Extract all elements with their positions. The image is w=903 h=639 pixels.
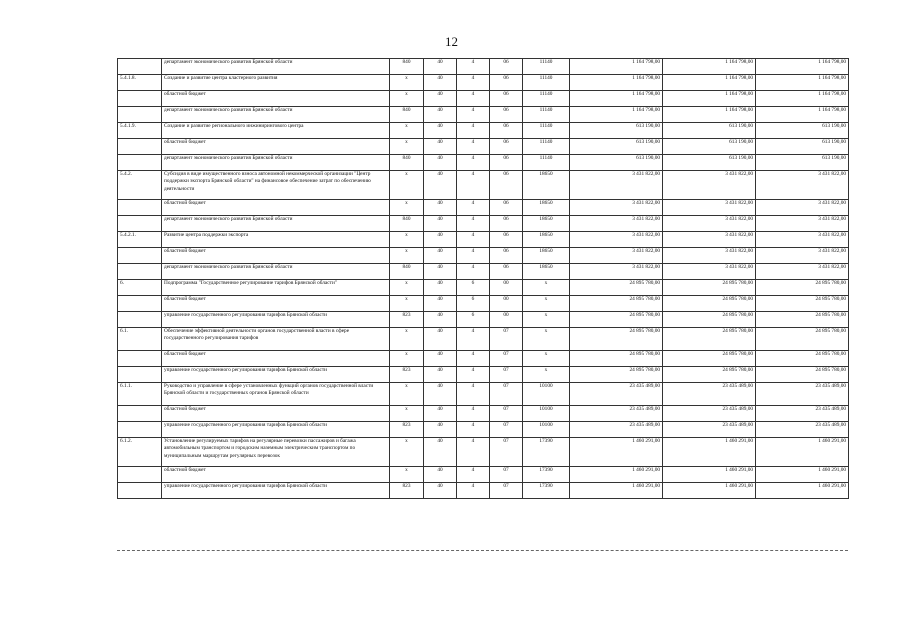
row-amount-1: 24 895 780,00 [570, 280, 663, 296]
row-amount-2: 3 431 822,00 [663, 248, 756, 264]
row-col-2: 40 [424, 216, 457, 232]
row-code [118, 296, 162, 312]
row-col-5: х [523, 312, 570, 328]
row-col-3: 4 [457, 75, 490, 91]
table-row [118, 248, 849, 264]
row-col-3: 6 [457, 312, 490, 328]
row-amount-2: 3 431 822,00 [663, 264, 756, 280]
row-amount-3: 3 431 822,00 [756, 264, 849, 280]
row-amount-3: 3 431 822,00 [756, 248, 849, 264]
row-name: областной бюджет [162, 139, 390, 155]
row-col-1: х [390, 248, 424, 264]
row-col-3: 4 [457, 139, 490, 155]
row-amount-3: 1 164 798,00 [756, 75, 849, 91]
row-col-2: 40 [424, 200, 457, 216]
row-amount-2: 1 164 798,00 [663, 91, 756, 107]
row-col-4: 06 [490, 123, 523, 139]
row-col-5: 11140 [523, 155, 570, 171]
row-amount-2: 613 190,00 [663, 155, 756, 171]
row-amount-2: 23 435 489,00 [663, 383, 756, 406]
row-amount-3: 613 190,00 [756, 123, 849, 139]
row-amount-3: 613 190,00 [756, 155, 849, 171]
row-code [118, 59, 162, 75]
row-col-5: 18650 [523, 248, 570, 264]
row-col-3: 4 [457, 328, 490, 351]
row-col-2: 40 [424, 171, 457, 200]
row-code: 5.4.1.8. [118, 75, 162, 91]
row-amount-1: 24 895 780,00 [570, 328, 663, 351]
row-col-3: 4 [457, 91, 490, 107]
row-amount-1: 613 190,00 [570, 123, 663, 139]
row-col-4: 00 [490, 296, 523, 312]
row-amount-2: 24 895 780,00 [663, 296, 756, 312]
row-col-4: 06 [490, 171, 523, 200]
row-col-4: 06 [490, 139, 523, 155]
row-name: департамент экономического развития Брянской области [162, 155, 390, 171]
page-bottom-rule [117, 550, 848, 551]
row-name: областной бюджет [162, 296, 390, 312]
row-col-2: 40 [424, 59, 457, 75]
table-row [118, 312, 849, 328]
row-col-2: 40 [424, 312, 457, 328]
row-col-3: 4 [457, 351, 490, 367]
row-col-1: 823 [390, 367, 424, 383]
row-col-2: 40 [424, 123, 457, 139]
table-row [118, 216, 849, 232]
row-col-1: х [390, 171, 424, 200]
row-col-3: 6 [457, 280, 490, 296]
row-amount-3: 613 190,00 [756, 139, 849, 155]
row-col-1: 840 [390, 155, 424, 171]
row-amount-1: 1 164 798,00 [570, 91, 663, 107]
row-code [118, 467, 162, 483]
table-row [118, 107, 849, 123]
table-row [118, 171, 849, 200]
row-amount-3: 1 164 798,00 [756, 91, 849, 107]
row-col-2: 40 [424, 155, 457, 171]
row-col-4: 06 [490, 248, 523, 264]
row-col-3: 4 [457, 406, 490, 422]
row-col-2: 40 [424, 483, 457, 499]
row-code [118, 91, 162, 107]
row-col-3: 4 [457, 438, 490, 467]
row-col-1: 840 [390, 107, 424, 123]
row-amount-3: 1 460 291,00 [756, 438, 849, 467]
row-col-3: 4 [457, 422, 490, 438]
row-col-1: 840 [390, 59, 424, 75]
table-row [118, 438, 849, 467]
row-amount-3: 3 431 822,00 [756, 200, 849, 216]
row-name: областной бюджет [162, 467, 390, 483]
row-amount-3: 3 431 822,00 [756, 216, 849, 232]
row-col-5: 10100 [523, 422, 570, 438]
table-row [118, 328, 849, 351]
table-body [118, 59, 849, 499]
row-amount-2: 613 190,00 [663, 139, 756, 155]
row-col-1: х [390, 280, 424, 296]
row-col-3: 4 [457, 200, 490, 216]
row-name: департамент экономического развития Брянской области [162, 264, 390, 280]
row-amount-1: 613 190,00 [570, 155, 663, 171]
row-name: управление государственного регулирования тарифов Брянской области [162, 367, 390, 383]
row-col-1: х [390, 467, 424, 483]
row-col-5: 18650 [523, 171, 570, 200]
row-col-5: 17390 [523, 483, 570, 499]
row-name: департамент экономического развития Брянской области [162, 216, 390, 232]
row-col-5: 11140 [523, 139, 570, 155]
row-col-5: 18650 [523, 216, 570, 232]
row-col-1: х [390, 328, 424, 351]
row-amount-2: 3 431 822,00 [663, 216, 756, 232]
row-col-4: 07 [490, 328, 523, 351]
row-col-5: 10100 [523, 383, 570, 406]
row-col-4: 07 [490, 422, 523, 438]
row-col-5: 18650 [523, 232, 570, 248]
row-amount-1: 24 895 780,00 [570, 351, 663, 367]
row-name: областной бюджет [162, 351, 390, 367]
row-amount-1: 3 431 822,00 [570, 171, 663, 200]
row-col-2: 40 [424, 422, 457, 438]
row-amount-3: 24 895 780,00 [756, 351, 849, 367]
row-col-1: х [390, 438, 424, 467]
row-col-4: 06 [490, 91, 523, 107]
row-amount-1: 1 164 798,00 [570, 107, 663, 123]
row-amount-1: 24 895 780,00 [570, 312, 663, 328]
row-col-4: 07 [490, 438, 523, 467]
row-amount-1: 1 164 798,00 [570, 59, 663, 75]
row-col-1: х [390, 296, 424, 312]
table-row [118, 406, 849, 422]
row-code: 6. [118, 280, 162, 296]
row-code [118, 312, 162, 328]
row-col-2: 40 [424, 296, 457, 312]
row-col-3: 4 [457, 107, 490, 123]
table-row [118, 264, 849, 280]
row-amount-2: 24 895 780,00 [663, 328, 756, 351]
row-name: Создание и развитие регионального инжиниринговоro центра [162, 123, 390, 139]
row-amount-3: 1 164 798,00 [756, 107, 849, 123]
row-col-5: х [523, 351, 570, 367]
row-col-5: х [523, 367, 570, 383]
row-amount-3: 24 895 780,00 [756, 280, 849, 296]
row-col-5: 11140 [523, 59, 570, 75]
row-col-1: 823 [390, 422, 424, 438]
row-col-4: 06 [490, 59, 523, 75]
table-row [118, 123, 849, 139]
row-col-5: 11140 [523, 75, 570, 91]
row-amount-1: 3 431 822,00 [570, 264, 663, 280]
row-code [118, 139, 162, 155]
row-name: управление государственного регулирования тарифов Брянской области [162, 312, 390, 328]
table-row [118, 383, 849, 406]
table-row [118, 280, 849, 296]
row-amount-1: 3 431 822,00 [570, 232, 663, 248]
table-row [118, 467, 849, 483]
row-amount-2: 23 435 489,00 [663, 406, 756, 422]
row-col-4: 07 [490, 351, 523, 367]
row-col-1: х [390, 200, 424, 216]
row-code: 6.1.1. [118, 383, 162, 406]
row-col-2: 40 [424, 91, 457, 107]
row-amount-1: 1 164 798,00 [570, 75, 663, 91]
row-code [118, 155, 162, 171]
row-code [118, 200, 162, 216]
row-amount-1: 1 460 291,00 [570, 467, 663, 483]
row-col-2: 40 [424, 75, 457, 91]
row-name: Установление регулируемых тарифов на регулярные перевозки пассажиров и багажа автомобильным транспортом и городским наземным электрическим транспортом по муниципальным маршрутам регулярных перевозок [162, 438, 390, 467]
row-col-5: 11140 [523, 107, 570, 123]
row-name: Подпрограмма "Государственное регулирование тарифов Брянской области" [162, 280, 390, 296]
row-amount-2: 1 164 798,00 [663, 59, 756, 75]
row-name: Создание и развитие центра кластерного развития [162, 75, 390, 91]
row-amount-2: 3 431 822,00 [663, 200, 756, 216]
row-col-4: 06 [490, 107, 523, 123]
table-row [118, 232, 849, 248]
row-col-2: 40 [424, 264, 457, 280]
row-name: областной бюджет [162, 91, 390, 107]
row-code [118, 248, 162, 264]
row-col-3: 4 [457, 367, 490, 383]
row-col-3: 4 [457, 483, 490, 499]
row-col-1: 823 [390, 483, 424, 499]
row-amount-1: 3 431 822,00 [570, 248, 663, 264]
row-col-1: 823 [390, 312, 424, 328]
row-amount-3: 23 435 489,00 [756, 406, 849, 422]
row-amount-1: 23 435 489,00 [570, 406, 663, 422]
row-name: департамент экономического развития Брянской области [162, 107, 390, 123]
row-col-3: 4 [457, 264, 490, 280]
row-col-4: 06 [490, 200, 523, 216]
row-col-2: 40 [424, 351, 457, 367]
table-row [118, 91, 849, 107]
row-col-5: 11140 [523, 123, 570, 139]
row-col-2: 40 [424, 232, 457, 248]
row-amount-3: 3 431 822,00 [756, 171, 849, 200]
row-code: 5.4.1.9. [118, 123, 162, 139]
table-row [118, 75, 849, 91]
row-col-2: 40 [424, 139, 457, 155]
row-amount-2: 24 895 780,00 [663, 367, 756, 383]
row-amount-2: 23 435 489,00 [663, 422, 756, 438]
row-amount-3: 24 895 780,00 [756, 312, 849, 328]
row-col-4: 07 [490, 467, 523, 483]
row-col-5: 17390 [523, 438, 570, 467]
row-code [118, 406, 162, 422]
table-row [118, 200, 849, 216]
row-col-2: 40 [424, 438, 457, 467]
row-amount-1: 24 895 780,00 [570, 296, 663, 312]
row-col-5: 18650 [523, 200, 570, 216]
row-amount-3: 1 164 798,00 [756, 59, 849, 75]
row-col-4: 07 [490, 367, 523, 383]
row-amount-1: 3 431 822,00 [570, 200, 663, 216]
row-amount-2: 1 164 798,00 [663, 107, 756, 123]
row-code [118, 483, 162, 499]
row-col-5: 17390 [523, 467, 570, 483]
row-col-4: 06 [490, 75, 523, 91]
row-name: департамент экономического развития Брянской области [162, 59, 390, 75]
row-amount-2: 24 895 780,00 [663, 351, 756, 367]
row-amount-3: 23 435 489,00 [756, 383, 849, 406]
row-col-1: х [390, 139, 424, 155]
row-amount-1: 23 435 489,00 [570, 383, 663, 406]
row-col-1: 840 [390, 264, 424, 280]
row-name: Субсидия в виде имущественного взноса автономной некоммерческой организации "Центр поддержки экспорта Брянской области" на финансовое обеспечение затрат по обеспечению деятельности [162, 171, 390, 200]
row-code [118, 351, 162, 367]
row-col-4: 07 [490, 383, 523, 406]
row-col-3: 4 [457, 248, 490, 264]
table-row [118, 367, 849, 383]
row-code: 5.4.2. [118, 171, 162, 200]
row-code: 5.4.2.1. [118, 232, 162, 248]
row-code [118, 422, 162, 438]
table-row [118, 155, 849, 171]
row-col-2: 40 [424, 467, 457, 483]
row-col-5: 10100 [523, 406, 570, 422]
row-name: Обеспечение эффективной деятельности органов государственной власти в сфере государственного регулирования тарифов [162, 328, 390, 351]
row-col-4: 07 [490, 483, 523, 499]
row-amount-1: 1 460 291,00 [570, 438, 663, 467]
table-row [118, 59, 849, 75]
row-col-3: 4 [457, 232, 490, 248]
row-amount-1: 23 435 489,00 [570, 422, 663, 438]
row-col-3: 4 [457, 171, 490, 200]
table-row [118, 483, 849, 499]
row-col-4: 00 [490, 312, 523, 328]
row-code: 6.1. [118, 328, 162, 351]
row-col-3: 4 [457, 59, 490, 75]
row-code: 6.1.2. [118, 438, 162, 467]
row-amount-3: 3 431 822,00 [756, 232, 849, 248]
row-code [118, 264, 162, 280]
row-col-2: 40 [424, 248, 457, 264]
row-col-2: 40 [424, 107, 457, 123]
row-col-3: 4 [457, 155, 490, 171]
row-col-4: 06 [490, 216, 523, 232]
row-amount-1: 3 431 822,00 [570, 216, 663, 232]
row-amount-2: 1 164 798,00 [663, 75, 756, 91]
row-col-5: 11140 [523, 91, 570, 107]
row-amount-3: 1 460 291,00 [756, 483, 849, 499]
row-code [118, 367, 162, 383]
row-amount-3: 24 895 780,00 [756, 367, 849, 383]
row-col-4: 06 [490, 264, 523, 280]
row-amount-2: 1 460 291,00 [663, 438, 756, 467]
row-col-1: х [390, 75, 424, 91]
row-col-5: 18650 [523, 264, 570, 280]
table-row [118, 351, 849, 367]
budget-table [117, 58, 849, 499]
row-name: областной бюджет [162, 200, 390, 216]
row-amount-3: 23 435 489,00 [756, 422, 849, 438]
row-amount-2: 1 460 291,00 [663, 483, 756, 499]
row-name: управление государственного регулирования тарифов Брянской области [162, 483, 390, 499]
row-col-1: х [390, 351, 424, 367]
row-col-3: 4 [457, 383, 490, 406]
row-col-3: 4 [457, 467, 490, 483]
row-col-5: х [523, 328, 570, 351]
row-col-4: 07 [490, 406, 523, 422]
row-amount-1: 24 895 780,00 [570, 367, 663, 383]
row-amount-3: 1 460 291,00 [756, 467, 849, 483]
row-col-2: 40 [424, 367, 457, 383]
row-col-1: х [390, 383, 424, 406]
row-name: Руководство и управление в сфере установленных функций органов государственной власти Брянской области и государственных органов Брянской области [162, 383, 390, 406]
row-name: Развитие центра поддержки экспорта [162, 232, 390, 248]
row-col-5: х [523, 296, 570, 312]
row-amount-1: 1 460 291,00 [570, 483, 663, 499]
row-col-2: 40 [424, 280, 457, 296]
row-col-2: 40 [424, 328, 457, 351]
row-code [118, 216, 162, 232]
row-amount-3: 24 895 780,00 [756, 296, 849, 312]
row-col-1: х [390, 232, 424, 248]
table-row [118, 139, 849, 155]
table-row [118, 296, 849, 312]
row-name: областной бюджет [162, 248, 390, 264]
row-col-1: 840 [390, 216, 424, 232]
row-col-2: 40 [424, 383, 457, 406]
row-amount-2: 24 895 780,00 [663, 312, 756, 328]
row-col-1: х [390, 91, 424, 107]
row-col-3: 4 [457, 123, 490, 139]
row-col-4: 06 [490, 155, 523, 171]
row-col-2: 40 [424, 406, 457, 422]
row-amount-3: 24 895 780,00 [756, 328, 849, 351]
row-name: управление государственного регулирования тарифов Брянской области [162, 422, 390, 438]
row-amount-2: 24 895 780,00 [663, 280, 756, 296]
row-code [118, 107, 162, 123]
row-col-4: 00 [490, 280, 523, 296]
table-row [118, 422, 849, 438]
row-col-1: х [390, 406, 424, 422]
row-amount-2: 1 460 291,00 [663, 467, 756, 483]
row-col-5: х [523, 280, 570, 296]
row-amount-2: 3 431 822,00 [663, 171, 756, 200]
row-amount-1: 613 190,00 [570, 139, 663, 155]
page-number: 12 [445, 34, 458, 49]
row-col-4: 06 [490, 232, 523, 248]
row-col-3: 4 [457, 216, 490, 232]
row-amount-2: 613 190,00 [663, 123, 756, 139]
row-amount-2: 3 431 822,00 [663, 232, 756, 248]
row-name: областной бюджет [162, 406, 390, 422]
row-col-1: х [390, 123, 424, 139]
row-col-3: 6 [457, 296, 490, 312]
